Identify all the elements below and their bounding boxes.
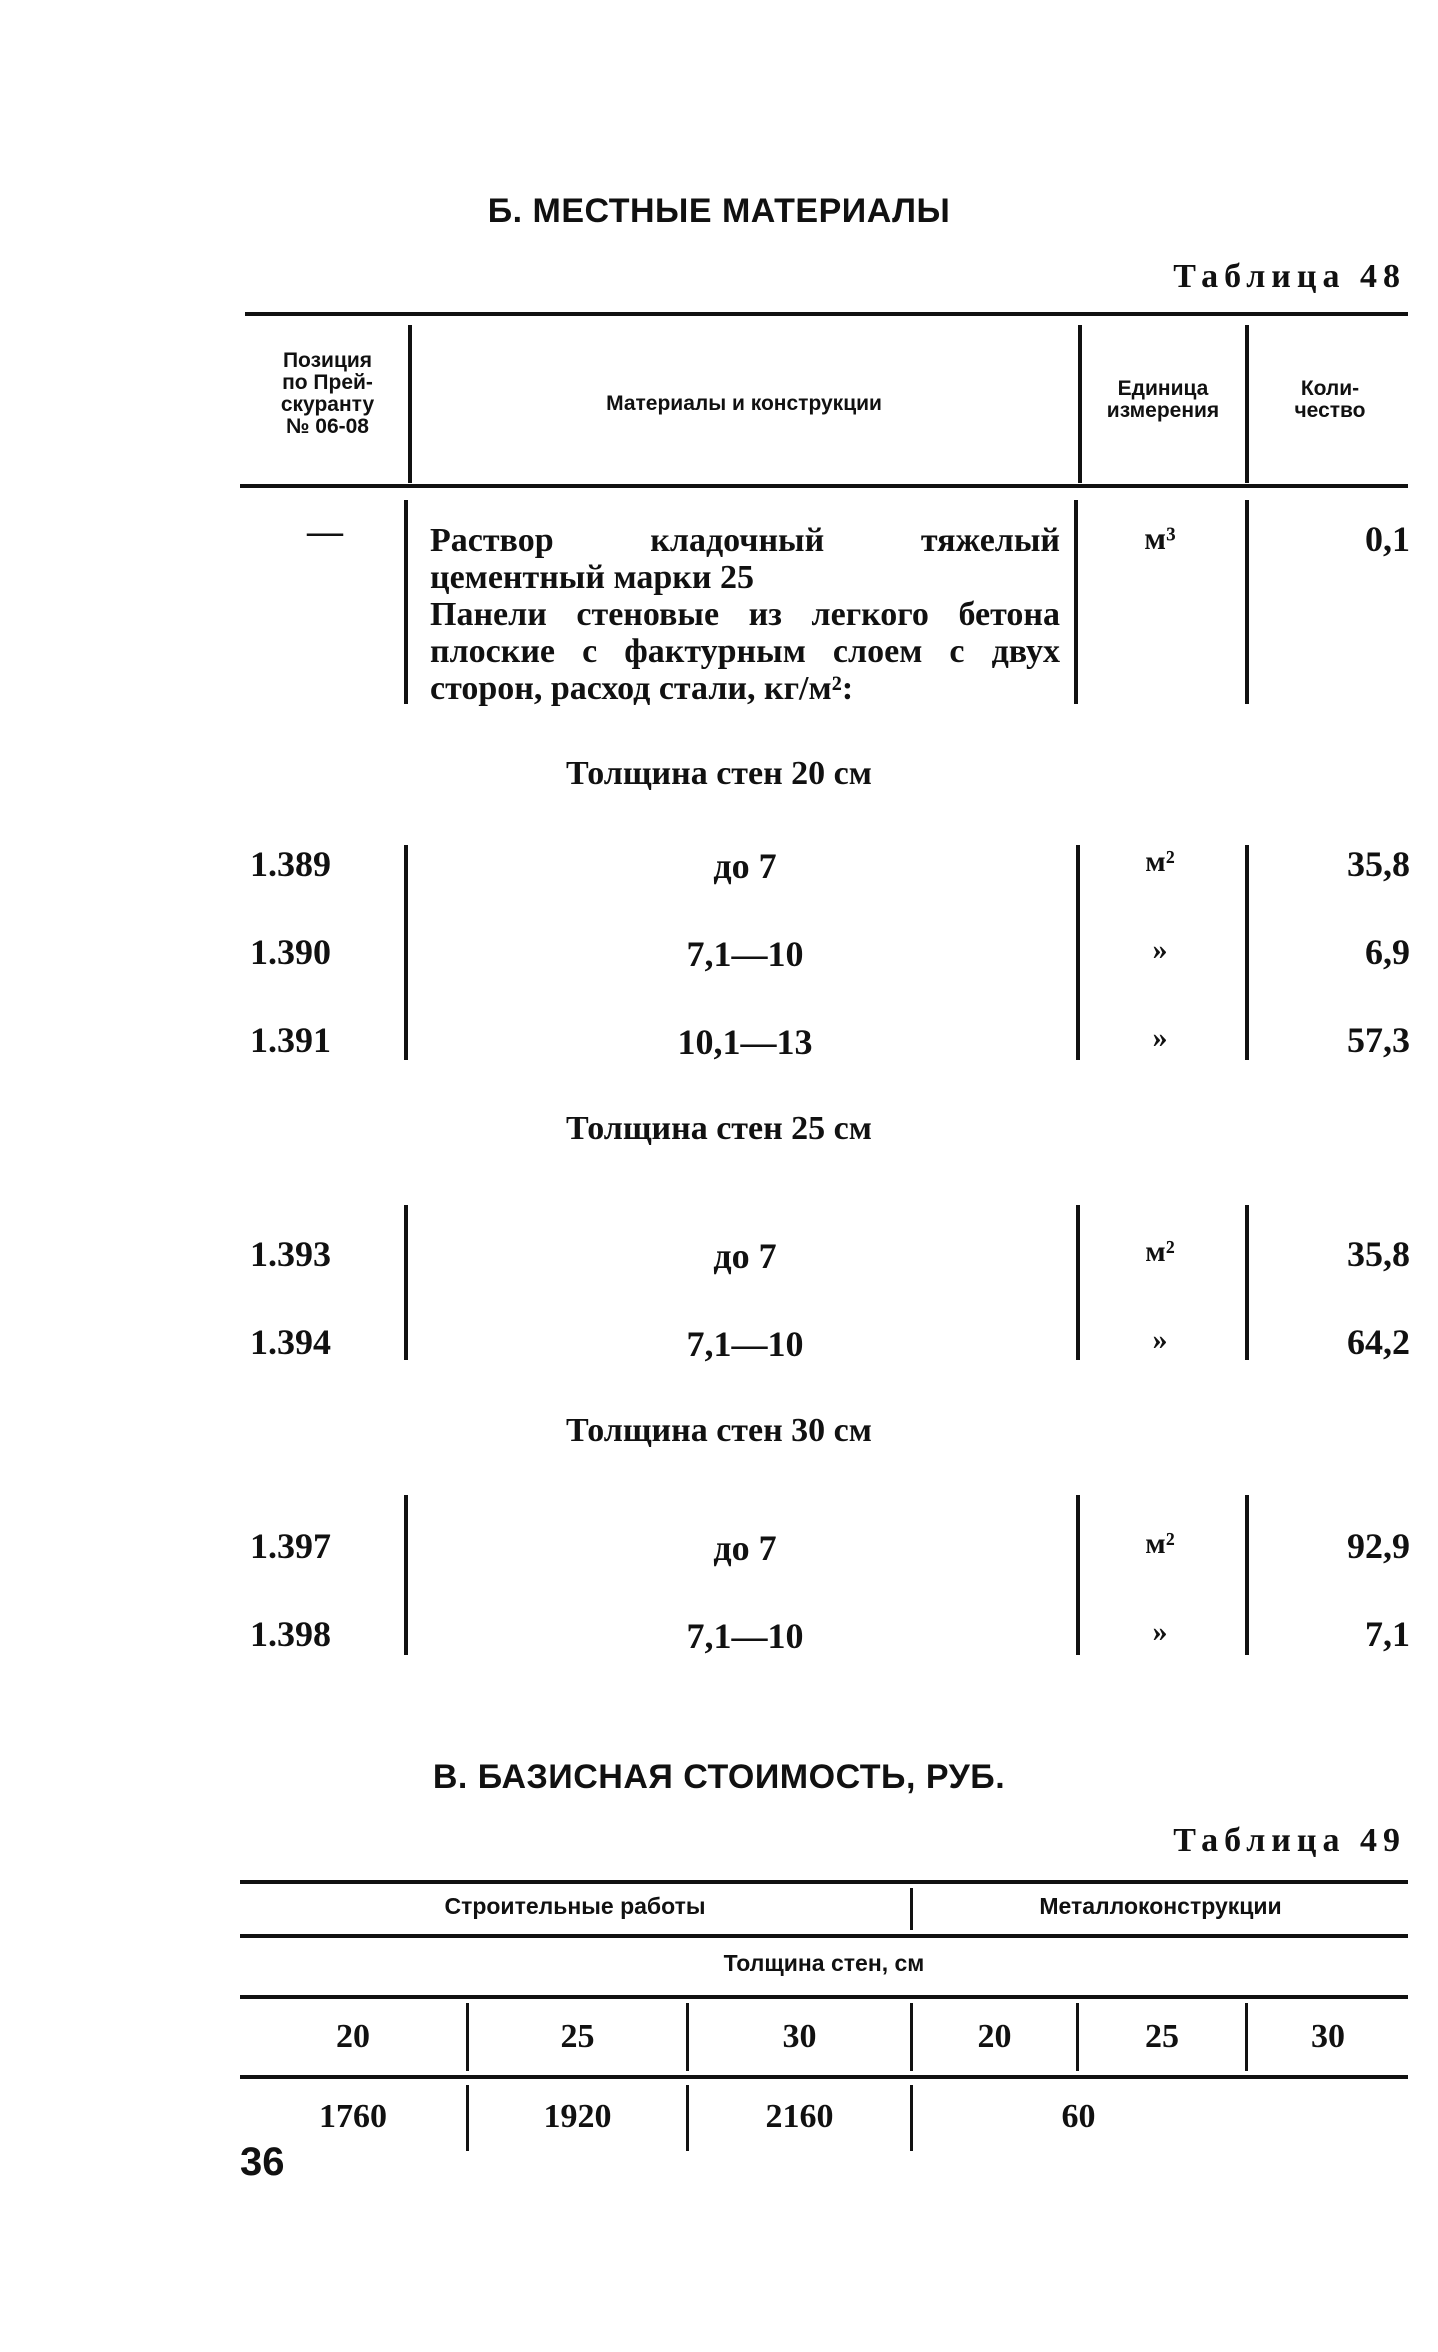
t48-row-range: 7,1—10 bbox=[686, 1616, 804, 1656]
t48-row-range: 7,1—10 bbox=[686, 934, 804, 974]
t49-value-cell: 2160 bbox=[765, 2098, 834, 2135]
t49-thickness-cell: 20 bbox=[977, 2018, 1012, 2055]
t48-row-position: 1.393 bbox=[250, 1234, 331, 1274]
t48-row-range: до 7 bbox=[713, 1528, 777, 1568]
t48-row-qty: 35,8 bbox=[1347, 1234, 1410, 1274]
t48-row-unit: м² bbox=[1145, 1527, 1175, 1560]
t48-row1-sep-1 bbox=[404, 500, 408, 704]
table-48-header-rule bbox=[240, 484, 1408, 488]
table-49-rule-2 bbox=[240, 1934, 1408, 1938]
t48-row-qty: 7,1 bbox=[1365, 1614, 1410, 1654]
t48-row1-sep-2 bbox=[1074, 500, 1078, 704]
t49-value-cell: 1760 bbox=[319, 2098, 387, 2135]
t48-row-position: 1.391 bbox=[250, 1020, 331, 1060]
page-number: 36 bbox=[240, 2140, 285, 2184]
t48-row-unit: » bbox=[1152, 1021, 1168, 1054]
t48-header-position bbox=[250, 350, 405, 438]
t49-header-metal: Металлоконструкции bbox=[1039, 1893, 1282, 1919]
t48-header-materials: Материалы и конструкции bbox=[606, 392, 882, 415]
t48-row-unit: м² bbox=[1145, 845, 1175, 878]
t48-row-position: 1.394 bbox=[250, 1322, 331, 1362]
table-49-rule-3 bbox=[240, 1995, 1408, 1999]
t48-group-20-title: Толщина стен 20 см bbox=[566, 755, 872, 792]
t48-row1-desc-panels: Панели стеновые из легкого бетона плоские с фактурным слоем с двух сторон, расход стали, кг/м²: bbox=[430, 596, 1060, 707]
t48-row-position: 1.397 bbox=[250, 1526, 331, 1566]
t48-row1-position: — bbox=[307, 511, 343, 551]
t48-row-range: 10,1—13 bbox=[677, 1022, 813, 1062]
t48-header-unit bbox=[1082, 378, 1244, 422]
t49-subheader-thickness: Толщина стен, см bbox=[723, 1950, 925, 1976]
t48-hdr-sep-3 bbox=[1245, 325, 1249, 483]
t48-header-qty-line: чество bbox=[1294, 399, 1366, 422]
t48-header-unit-line: Единица bbox=[1117, 377, 1209, 400]
t48-header-position-line: скуранту bbox=[280, 393, 375, 416]
section-b-title: Б. МЕСТНЫЕ МАТЕРИАЛЫ bbox=[487, 192, 951, 230]
t48-row-position: 1.390 bbox=[250, 932, 331, 972]
t48-group-30-title: Толщина стен 30 см bbox=[566, 1412, 872, 1449]
t49-thickness-cell: 30 bbox=[782, 2018, 817, 2055]
t48-row1-description bbox=[430, 522, 1060, 707]
table-48-top-rule bbox=[245, 312, 1408, 316]
t48-row-qty: 35,8 bbox=[1347, 844, 1410, 884]
t48-row-unit: м² bbox=[1145, 1235, 1175, 1268]
t48-row-range: до 7 bbox=[713, 1236, 777, 1276]
t48-row-unit: » bbox=[1152, 1615, 1168, 1648]
t48-row-range: 7,1—10 bbox=[686, 1324, 804, 1364]
table-48-label: Таблица 48 bbox=[1173, 258, 1406, 295]
section-c-title: В. БАЗИСНАЯ СТОИМОСТЬ, РУБ. bbox=[432, 1758, 1006, 1796]
t49-value-cell: 1920 bbox=[543, 2098, 612, 2135]
t48-header-position-line: по Прей- bbox=[282, 371, 373, 394]
t48-row-qty: 57,3 bbox=[1347, 1020, 1410, 1060]
t48-row-range: до 7 bbox=[713, 846, 777, 886]
table-49-rule-4 bbox=[240, 2075, 1408, 2079]
t48-row1-desc-mortar: Раствор кладочный тяжелый цементный марки 25 bbox=[430, 522, 1060, 596]
t48-row-position: 1.389 bbox=[250, 844, 331, 884]
t49-thickness-cell: 30 bbox=[1311, 2018, 1345, 2055]
t49-header-construction: Строительные работы bbox=[444, 1893, 706, 1919]
t48-header-qty bbox=[1250, 378, 1410, 422]
table-49-label: Таблица 49 bbox=[1173, 1822, 1406, 1859]
t49-metal-value bbox=[913, 2098, 1408, 2136]
t48-row1-unit: м³ bbox=[1144, 520, 1176, 556]
t48-row-position: 1.398 bbox=[250, 1614, 331, 1654]
table-49-top-rule bbox=[240, 1880, 1408, 1884]
t49-thickness-cell: 20 bbox=[336, 2018, 370, 2055]
t48-row-qty: 92,9 bbox=[1347, 1526, 1410, 1566]
t48-header-position-line: Позиция bbox=[282, 349, 373, 372]
t48-row-qty: 64,2 bbox=[1347, 1322, 1410, 1362]
t49-thickness-cell: 25 bbox=[560, 2018, 595, 2055]
t48-header-position-line: № 06-08 bbox=[286, 415, 369, 438]
t49-thickness-cell: 25 bbox=[1145, 2018, 1179, 2055]
t48-row-unit: » bbox=[1152, 933, 1168, 966]
t48-row-unit: » bbox=[1152, 1323, 1168, 1356]
t48-header-qty-line: Коли- bbox=[1300, 377, 1360, 400]
t48-group-25-title: Толщина стен 25 см bbox=[566, 1110, 872, 1147]
t49-metal-value-text: 60 bbox=[1061, 2098, 1096, 2135]
t48-header-unit-line: измерения bbox=[1106, 399, 1220, 422]
t48-row1-qty: 0,1 bbox=[1365, 519, 1410, 559]
t48-row-qty: 6,9 bbox=[1365, 932, 1410, 972]
